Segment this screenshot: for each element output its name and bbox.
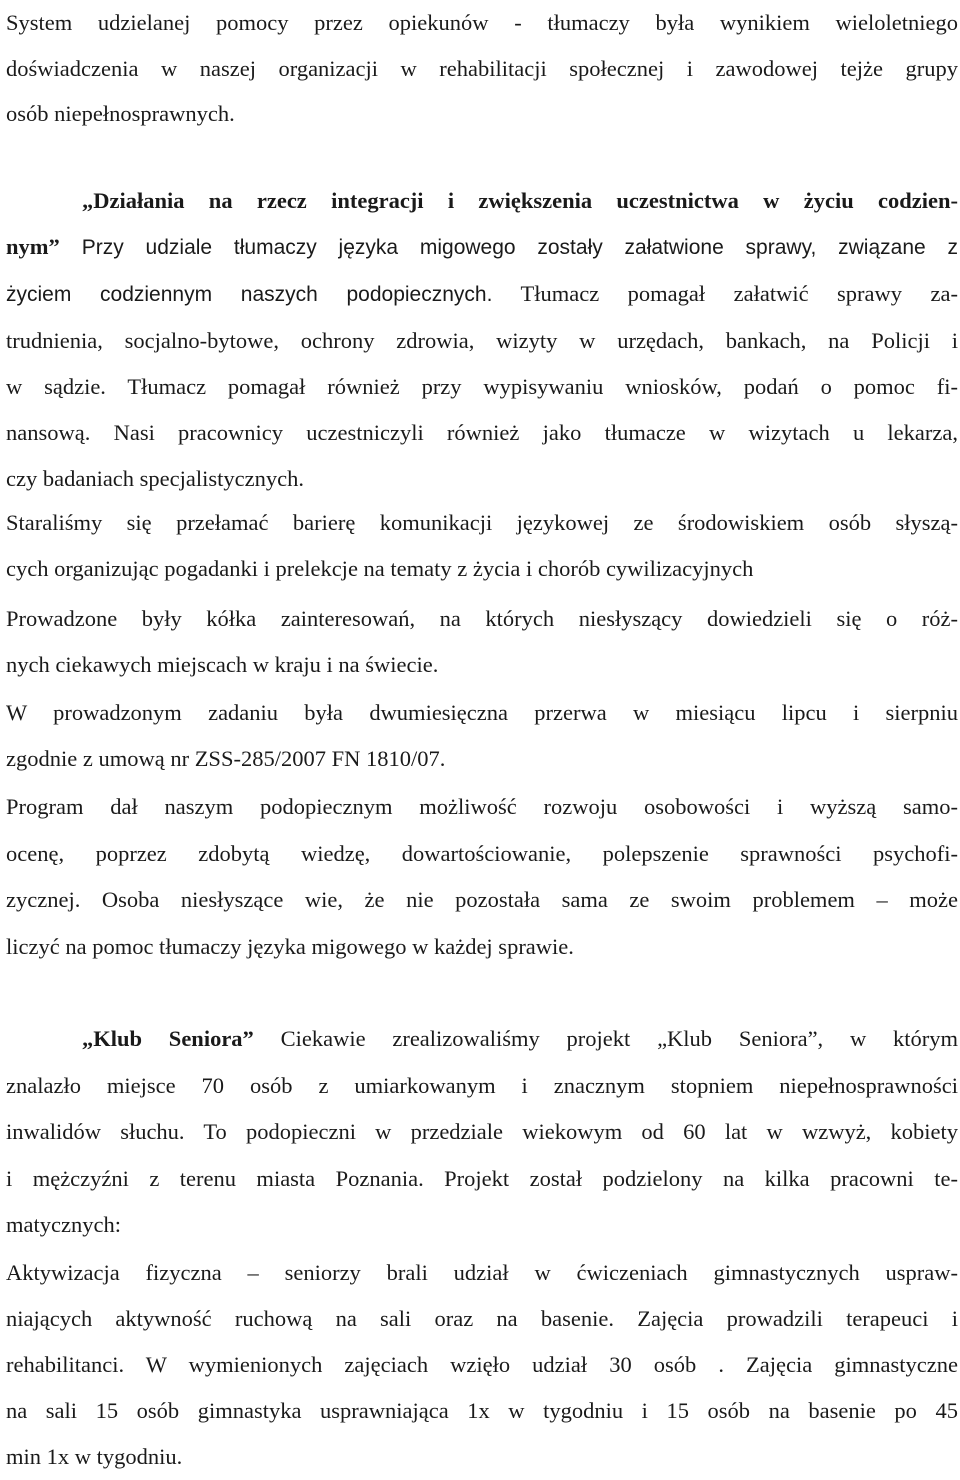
text-line: czy badaniach specjalistycznych. [6, 466, 304, 491]
text-span: życiem codziennym naszych podopiecznych. [6, 283, 493, 306]
text-line: rehabilitanci. W wymienionych zajęciach wzięło udział 30 osób . Zajęcia gimnastyczne [6, 1352, 958, 1377]
section-integration [6, 178, 958, 502]
text-span: Ciekawie zrealizowaliśmy projekt „Klub Seniora”, w którym [253, 1026, 958, 1051]
text-line: Prowadzone były kółka zainteresowań, na których niesłyszący dowiedzieli się o róż- [6, 606, 958, 631]
paragraph-interest-groups [6, 596, 958, 688]
text-line: inwalidów słuchu. To podopieczni w przedziale wiekowym od 60 lat w wzwyż, kobiety [6, 1119, 958, 1144]
text-line: zgodnie z umową nr ZSS-285/2007 FN 1810/07. [6, 746, 446, 771]
text-line: doświadczenia w naszej organizacji w rehabilitacji społecznej i zawodowej tejże grupy [6, 55, 958, 81]
text-line: Aktywizacja fizyczna – seniorzy brali udział w ćwiczeniach gimnastycznych uspraw- [6, 1260, 958, 1285]
section-heading: „Działania na rzecz integracji i zwiększenia uczestnictwa w życiu codzien- [82, 188, 958, 213]
text-line: i mężczyźni z terenu miasta Poznania. Projekt został podzielony na kilka pracowni te- [6, 1165, 958, 1191]
section-heading: „Klub Seniora” [82, 1026, 254, 1051]
text-span: Tłumacz pomagał załatwić sprawy za- [492, 281, 958, 306]
paragraph-intro [6, 0, 958, 137]
text-line: niających aktywność ruchową na sali oraz na basenie. Zajęcia prowadzili terapeuci i [6, 1306, 958, 1331]
paragraph-program-results [6, 784, 958, 970]
text-line [6, 178, 958, 224]
paragraph-break-period [6, 690, 958, 782]
text-line: znalazło miejsce 70 osób z umiarkowanym i znacznym stopniem niepełnosprawności [6, 1072, 958, 1098]
text-line: min 1x w tygodniu. [6, 1444, 183, 1469]
text-line [6, 1016, 958, 1063]
text-line: osób niepełnosprawnych. [6, 101, 235, 126]
text-line: cych organizując pogadanki i prelekcje na tematy z życia i chorób cywilizacyjnych [6, 556, 754, 581]
text-line: Program dał naszym podopiecznym możliwość rozwoju osobowości i wyższą samo- [6, 794, 958, 819]
text-line: na sali 15 osób gimnastyka usprawniająca 1x w tygodniu i 15 osób na basenie po 45 [6, 1398, 958, 1423]
text-line: nych ciekawych miejscach w kraju i na świecie. [6, 652, 439, 677]
paragraph-communication [6, 500, 958, 592]
section-heading-continued: nym” [6, 234, 60, 259]
section-senior-club [6, 1016, 958, 1249]
text-line: liczyć na pomoc tłumaczy języka migowego w każdej sprawie. [6, 933, 574, 959]
text-line: ocenę, poprzez zdobytą wiedzę, dowartościowanie, polepszenie sprawności psychofi- [6, 840, 958, 866]
text-line: nansową. Nasi pracownicy uczestniczyli również jako tłumacze w wizytach u lekarza, [6, 420, 958, 445]
text-line: zycznej. Osoba niesłyszące wie, że nie pozostała sama ze swoim problemem – może [6, 887, 958, 912]
text-line [6, 271, 958, 318]
text-line: W prowadzonym zadaniu była dwumiesięczna przerwa w miesiącu lipcu i sierpniu [6, 700, 958, 725]
text-span: Przy udziale tłumaczy języka migowego zostały załatwione sprawy, związane z [81, 236, 958, 259]
text-line [6, 224, 958, 271]
text-line: matycznych: [6, 1212, 121, 1237]
paragraph-physical-activity [6, 1250, 958, 1480]
text-line: w sądzie. Tłumacz pomagał również przy wypisywaniu wniosków, podań o pomoc fi- [6, 374, 958, 399]
text-line: Staraliśmy się przełamać barierę komunikacji językowej ze środowiskiem osób słyszą- [6, 510, 958, 535]
text-line: System udzielanej pomocy przez opiekunów - tłumaczy była wynikiem wieloletniego [6, 10, 958, 35]
text-line: trudnienia, socjalno-bytowe, ochrony zdrowia, wizyty w urzędach, bankach, na Policji i [6, 328, 958, 353]
